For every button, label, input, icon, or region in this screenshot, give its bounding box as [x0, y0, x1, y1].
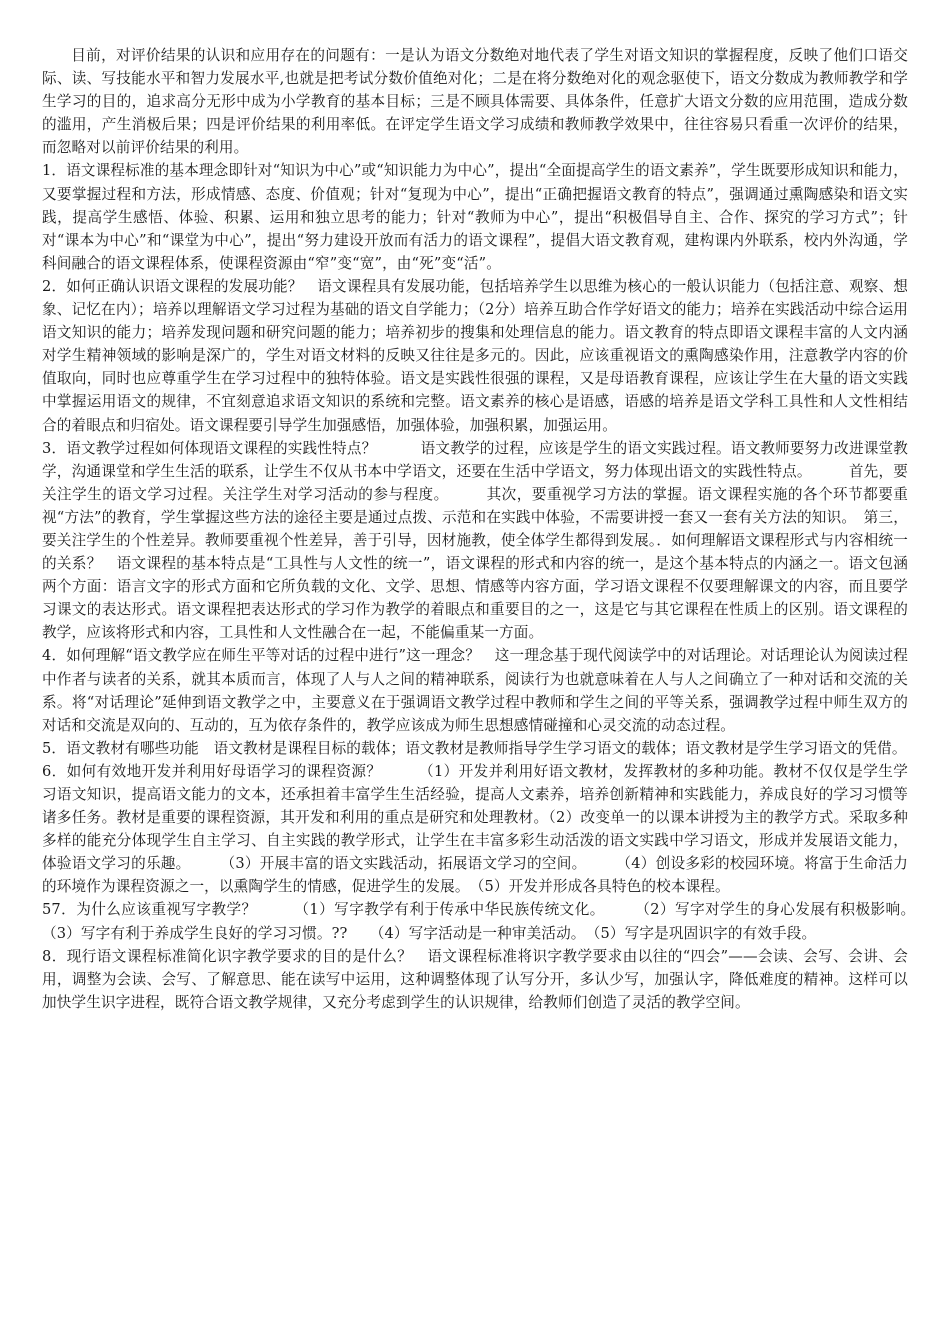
item-1-paragraph: 1．语文课程标准的基本理念即针对“知识为中心”或“知识能力为中心”，提出“全面提高学生的语文素养”，学生既要形成知识和能力，又要掌握过程和方法，形成情感、态度、价值观；针对“复现为中心”，提出“正确把握语文教育的特点”，强调通过熏陶感染和语文实践，提高学生感悟、体验、积累、运用和独立思考的能力；针对“教师为中心”，提出“积极倡导自主、合作、探究的学习方式”；针对“课本为中心”和“课堂为中心”，提出“努力建设开放而有活力的语文课程”，提倡大语文教育观，建构课内外联系，校内外沟通，学科间融合的语文课程体系，使课程资源由“窄”变“宽”，由“死”变“活”。 — [42, 162, 909, 272]
item-5-paragraph: 5．语文教材有哪些功能 语文教材是课程目标的载体；语文教材是教师指导学生学习语文的载体；语文教材是学生学习语文的凭借。 — [42, 739, 907, 757]
item-4-paragraph: 4．如何理解“语文教学应在师生平等对话的过程中进行”这一理念？ 这一理念基于现代阅读学中的对话理论。对话理论认为阅读过程中作者与读者的关系，就其本质而言，体现了人与人之间的精神联系，阅读行为也就意味着在人与人之间确立了一种对话和交流的关系。将“对话理论”延伸到语文教学之中，主要意义在于强调语文教学过程中教师和学生之间的平等关系，强调教学过程中师生双方的对话和交流是双向的、互动的，互为依存条件的，教学应该成为师生思想感情碰撞和心灵交流的动态过程。 — [42, 647, 908, 734]
item-3-paragraph: 3．语文教学过程如何体现语文课程的实践性特点？ 语文教学的过程，应该是学生的语文实践过程。语文教师要努力改进课堂教学，沟通课堂和学生生活的联系，让学生不仅从书本中学语文，还要在生活中学语文，努力体现出语文的实践性特点。 首先，要关注学生的语文学习过程。关注学生对学习活动的参与程度。 其次，要重视学习方法的掌握。语文课程实施的各个环节都要重视“方法”的教育，学生掌握这些方法的途径主要是通过点拨、示范和在实践中体验，不需要讲授一套又一套有关方法的知识。 第三，要关注学生的个性差异。教师要重视个性差异，善于引导，因材施教，使全体学生都得到发展。．如何理解语文课程形式与内容相统一的关系？ 语文课程的基本特点是“工具性与人文性的统一”，语文课程的形式和内容的统一，是这个基本特点的内涵之一。语文包涵两个方面：语言文字的形式方面和它所负载的文化、文学、思想、情感等内容方面，学习语文课程不仅要理解课文的内容，而且要学习课文的表达形式。语文课程把表达形式的学习作为教学的着眼点和重要目的之一，这是它与其它课程在性质上的区别。语文课程的教学，应该将形式和内容，工具性和人文性融合在一起，不能偏重某一方面。 — [42, 439, 908, 642]
item-8-paragraph: 8．现行语文课程标准简化识字教学要求的目的是什么？ 语文课程标准将识字教学要求由以往的“四会”——会读、会写、会讲、会用，调整为会读、会写、了解意思、能在读写中运用，这种调整体现了认写分开，多认少写，加强认字，降低难度的精神。这样可以加快学生识字进程，既符合语文教学规律，又充分考虑到学生的认识规律，给教师们创造了灵活的教学空间。 — [42, 947, 908, 1011]
intro-paragraph: 目前，对评价结果的认识和应用存在的问题有：一是认为语文分数绝对地代表了学生对语文知识的掌握程度，反映了他们口语交际、读、写技能水平和智力发展水平,也就是把考试分数价值绝对化；二是在将分数绝对化的观念驱使下，语文分数成为教师教学和学生学习的目的，追求高分无形中成为小学教育的基本目标；三是不顾具体需要、具体条件，任意扩大语文分数的应用范围，造成分数的滥用，产生消极后果；四是评价结果的利用率低。在评定学生语文学习成绩和教师教学效果中，往往容易只看重一次评价的结果，而忽略对以前评价结果的利用。 — [42, 47, 908, 157]
item-2-paragraph: 2．如何正确认识语文课程的发展功能？ 语文课程具有发展功能，包括培养学生以思维为核心的一般认识能力（包括注意、观察、想象、记忆在内）；培养以理解语文学习过程为基础的语文自学能力；（2分）培养互助合作学好语文的能力；培养在实践活动中综合运用语文知识的能力；培养发现问题和研究问题的能力；培养初步的搜集和处理信息的能力。语文教育的特点即语文课程丰富的人文内涵对学生精神领域的影响是深广的，学生对语文材料的反映又往往是多元的。因此，应该重视语文的熏陶感染作用，注意教学内容的价值取向，同时也应尊重学生在学习过程中的独特体验。语文是实践性很强的课程，又是母语教育课程，应该让学生在大量的语文实践中掌握运用语文的规律，不宜刻意追求语文知识的系统和完整。语文素养的核心是语感，语感的培养是语文学科工具性和人文性相结合的着眼点和归宿处。语文课程要引导学生加强感悟，加强体验，加强积累，加强运用。 — [42, 277, 908, 434]
document-body — [42, 44, 938, 1014]
item-6-paragraph: 6．如何有效地开发并利用好母语学习的课程资源？ （1）开发并利用好语文教材，发挥教材的多种功能。教材不仅仅是学生学习语文知识，提高语文能力的文本，还承担着丰富学生生活经验，提高人文素养，培养创新精神和实践能力，养成良好的学习习惯等诸多任务。教材是重要的课程资源，其开发和利用的重点是研究和处理教材。（2）改变单一的以课本讲授为主的教学方式。采取多种多样的能充分体现学生自主学习、自主实践的教学形式，让学生在丰富多彩生动活泼的语文实践中学习语文，形成并发展语文能力，体验语文学习的乐趣。 （3）开展丰富的语文实践活动，拓展语文学习的空间。 （4）创设多彩的校园环境。将富于生命活力的环境作为课程资源之一，以熏陶学生的情感，促进学生的发展。 （5）开发并形成各具特色的校本课程。 — [42, 762, 908, 896]
item-57-paragraph: 57．为什么应该重视写字教学？ （1）写字教学有利于传承中华民族传统文化。 （2）写字对学生的身心发展有积极影响。 （3）写字有利于养成学生良好的学习习惯。?? （4）写字活动是一种审美活动。 （5）写字是巩固识字的有效手段。 — [42, 901, 938, 942]
